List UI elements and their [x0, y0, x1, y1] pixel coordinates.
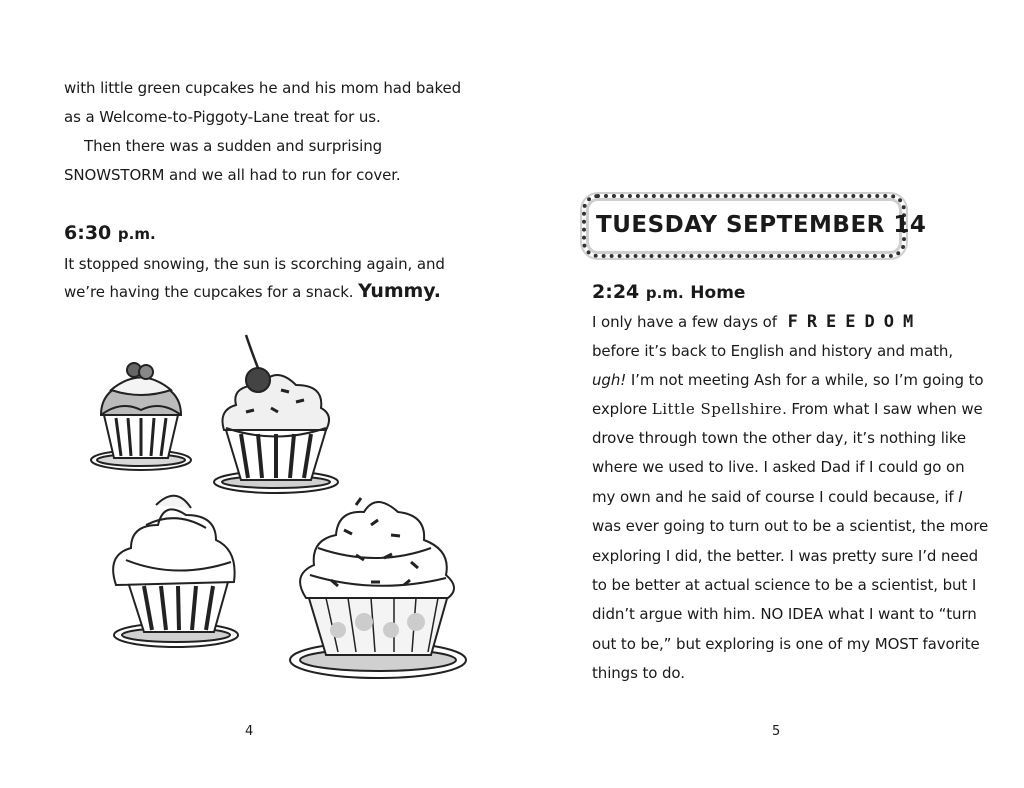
date-heading-box	[582, 194, 927, 258]
text-line: SNOWSTORM and we all had to run for cover.	[64, 166, 401, 184]
entry-time: 2:24	[592, 281, 640, 303]
freedom-word: FREEDOM	[787, 312, 923, 332]
text-line: as a Welcome-to-Piggoty-Lane treat for us.	[64, 108, 381, 126]
entry-ampm: p.m.	[645, 284, 684, 302]
yummy-word: Yummy.	[358, 280, 441, 302]
text-line: exploring I did, the better. I was pretty sure I’d need	[592, 547, 979, 565]
cupcake-frosted-icon	[113, 496, 238, 647]
page-number: 4	[245, 724, 254, 739]
text-span: I	[958, 488, 963, 506]
text-line: Then there was a sudden and surprising	[84, 137, 383, 155]
entry-time-heading	[64, 222, 156, 244]
text-line	[592, 399, 983, 419]
entry-time-heading	[592, 281, 745, 303]
text-span: . From what I saw when we	[782, 400, 983, 418]
cupcake-small-icon	[91, 363, 191, 470]
cupcake-cherry-icon	[214, 335, 338, 493]
text-line: drove through town the other day, it’s nothing like	[592, 429, 967, 447]
text-span: we’re having the cupcakes for a snack.	[64, 283, 354, 301]
text-span: I only have a few days of	[592, 313, 777, 331]
text-line	[592, 487, 963, 507]
text-line: things to do.	[592, 664, 685, 682]
text-span: ugh!	[592, 371, 627, 389]
text-line: where we used to live. I asked Dad if I could go on	[592, 458, 965, 476]
text-line	[592, 370, 983, 390]
entry-time: 6:30	[64, 222, 112, 244]
text-line: didn’t argue with him. NO IDEA what I want to “turn	[592, 605, 977, 623]
text-span: my own and he said of course I could because, if	[592, 488, 954, 506]
text-line: It stopped snowing, the sun is scorching again, and	[64, 255, 445, 273]
cupcake-sprinkles-icon	[290, 498, 466, 678]
text-line: with little green cupcakes he and his mom had baked	[64, 79, 462, 97]
cupcakes-illustration	[86, 330, 486, 710]
text-line: to be better at actual science to be a scientist, but I	[592, 576, 977, 594]
right-page	[512, 0, 1024, 788]
page-number: 5	[772, 724, 781, 739]
date-heading: TUESDAY SEPTEMBER 14	[596, 212, 927, 238]
entry-ampm: p.m.	[117, 225, 156, 243]
text-span: I’m not meeting Ash for a while, so I’m going to	[630, 371, 984, 389]
text-line: out to be,” but exploring is one of my MOST favorite	[592, 635, 980, 653]
text-span: explore	[592, 400, 648, 418]
text-line	[64, 281, 441, 302]
town-name: Little Spellshire	[651, 400, 783, 418]
text-line: before it’s back to English and history and math,	[592, 342, 954, 360]
text-line	[592, 312, 922, 332]
text-line: was ever going to turn out to be a scientist, the more	[592, 517, 989, 535]
entry-place: Home	[690, 283, 746, 303]
